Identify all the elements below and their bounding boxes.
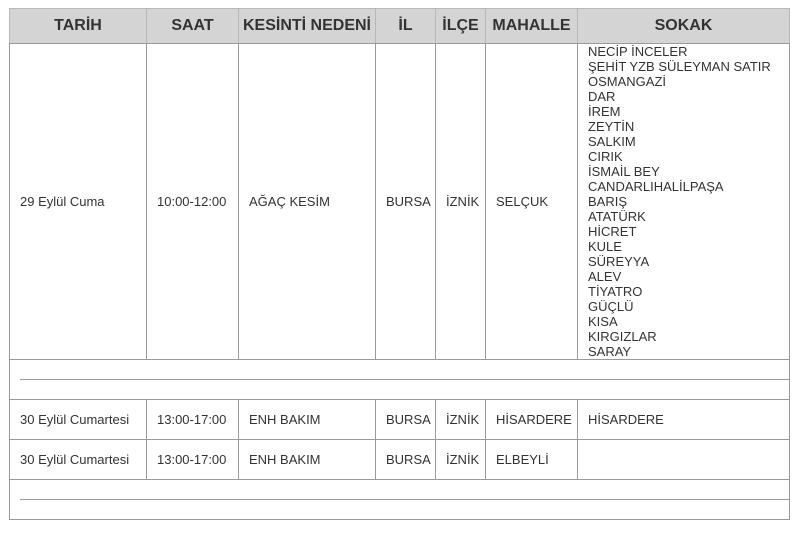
street-item: CANDARLIHALİLPAŞA xyxy=(588,179,724,194)
spacer-cell xyxy=(10,360,790,400)
street-item: KULE xyxy=(588,239,622,254)
cell-reason: AĞAÇ KESİM xyxy=(239,44,376,360)
outage-table xyxy=(9,8,790,520)
cell-district: İZNİK xyxy=(436,400,486,440)
cell-district: İZNİK xyxy=(436,44,486,360)
cell-time: 13:00-17:00 xyxy=(147,400,239,440)
street-item: ATATÜRK xyxy=(588,209,646,224)
cell-province: BURSA xyxy=(376,440,436,480)
cell-date: 30 Eylül Cumartesi xyxy=(10,440,147,480)
cell-reason: ENH BAKIM xyxy=(239,400,376,440)
spacer-row xyxy=(10,480,790,520)
cell-neighborhood: ELBEYLİ xyxy=(486,440,578,480)
table-row xyxy=(10,44,790,360)
street-item: İREM xyxy=(588,104,621,119)
outage-table-container xyxy=(9,8,789,520)
header-reason: KESİNTİ NEDENİ xyxy=(239,9,376,44)
street-item: SARAY xyxy=(588,344,632,359)
street-item: HİCRET xyxy=(588,224,637,239)
cell-time: 10:00-12:00 xyxy=(147,44,239,360)
street-item: ALEV xyxy=(588,269,622,284)
street-item: SÜREYYA xyxy=(588,254,650,269)
cell-time: 13:00-17:00 xyxy=(147,440,239,480)
street-item: TİYATRO xyxy=(588,284,643,299)
spacer-row xyxy=(10,360,790,400)
street-item: OSMANGAZİ xyxy=(588,74,667,89)
street-item: KISA xyxy=(588,314,618,329)
street-item: DAR xyxy=(588,89,616,104)
cell-street: HİSARDERE xyxy=(578,400,790,440)
header-time: SAAT xyxy=(147,9,239,44)
street-item: ZEYTİN xyxy=(588,119,635,134)
cell-neighborhood: SELÇUK xyxy=(486,44,578,360)
cell-date: 29 Eylül Cuma xyxy=(10,44,147,360)
cell-date: 30 Eylül Cumartesi xyxy=(10,400,147,440)
header-province: İL xyxy=(376,9,436,44)
cell-street xyxy=(578,440,790,480)
header-street: SOKAK xyxy=(578,9,790,44)
table-row xyxy=(10,400,790,440)
spacer-cell xyxy=(10,480,790,520)
table-row xyxy=(10,440,790,480)
cell-province: BURSA xyxy=(376,44,436,360)
street-item: SALKIM xyxy=(588,134,636,149)
street-list xyxy=(578,44,789,359)
cell-streets xyxy=(578,44,790,360)
street-item: ŞEHİT YZB SÜLEYMAN SATIR xyxy=(588,59,771,74)
header-date: TARİH xyxy=(10,9,147,44)
street-item: NECİP İNCELER xyxy=(588,44,688,59)
cell-reason: ENH BAKIM xyxy=(239,440,376,480)
cell-province: BURSA xyxy=(376,400,436,440)
street-item: KIRGIZLAR xyxy=(588,329,657,344)
cell-neighborhood: HİSARDERE xyxy=(486,400,578,440)
street-item: BARIŞ xyxy=(588,194,628,209)
header-district: İLÇE xyxy=(436,9,486,44)
divider xyxy=(20,379,789,380)
cell-district: İZNİK xyxy=(436,440,486,480)
street-item: GÜÇLÜ xyxy=(588,299,634,314)
street-item: İSMAİL BEY xyxy=(588,164,660,179)
header-neighborhood: MAHALLE xyxy=(486,9,578,44)
divider xyxy=(20,499,789,500)
header-row xyxy=(10,9,790,44)
street-item: CIRIK xyxy=(588,149,623,164)
